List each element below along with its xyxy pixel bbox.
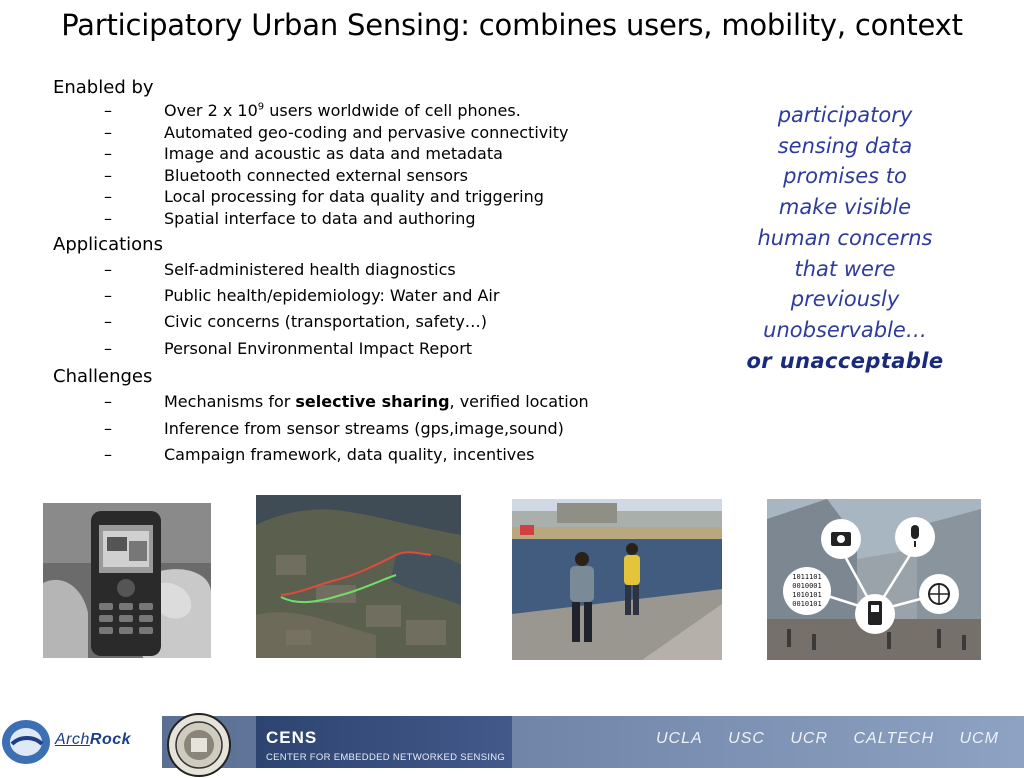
- footer-banner: [0, 712, 1024, 768]
- callout-quote: participatory sensing data promises to make visible human concerns that were previously unobservable… or unacceptable: [740, 100, 950, 376]
- slide-title: Participatory Urban Sensing: combines users, mobility, context: [61, 8, 963, 42]
- university-ucr: UCR: [790, 730, 829, 747]
- university-seal-icon: [165, 712, 233, 778]
- list-item: – Public health/epidemiology: Water and Air: [104, 285, 500, 305]
- binary-line: 1010101: [792, 591, 822, 599]
- list-item: – Self-administered health diagnostics: [104, 259, 456, 279]
- list-item: – Automated geo-coding and pervasive connectivity: [104, 122, 569, 142]
- binary-line: 0010001: [792, 582, 822, 590]
- list-item: – Image and acoustic as data and metadata: [104, 144, 503, 164]
- list-item: – Local processing for data quality and triggering: [104, 187, 544, 207]
- university-caltech: CALTECH: [853, 730, 934, 747]
- list-item: – Bluetooth connected external sensors: [104, 165, 468, 185]
- sensor-diagram-photo: [767, 499, 981, 660]
- archrock-logo-icon: [0, 712, 60, 768]
- footer-logo-area: [0, 712, 162, 768]
- quote-emphasis: or unacceptable: [746, 348, 944, 373]
- list-item: – Inference from sensor streams (gps,image,sound): [104, 418, 564, 438]
- section-heading-applications: Applications: [53, 233, 163, 255]
- aerial-map-trace-photo: [256, 495, 461, 658]
- challenges-list: [53, 389, 713, 468]
- list-item: – Personal Environmental Impact Report: [104, 338, 473, 358]
- list-item: – Spatial interface to data and authoring: [104, 208, 476, 228]
- list-item: – Mechanisms for selective sharing, verified location: [104, 392, 589, 412]
- university-list: [656, 730, 1019, 748]
- applications-list: [53, 257, 713, 363]
- phone-in-hand-photo: [43, 503, 211, 658]
- cens-subtitle: CENTER FOR EMBEDDED NETWORKED SENSING: [266, 752, 506, 763]
- enabled-by-list: [53, 100, 713, 230]
- cens-logo-text: CENS: [266, 728, 318, 747]
- university-usc: USC: [728, 730, 765, 747]
- list-item: – Civic concerns (transportation, safety…): [104, 312, 488, 332]
- archrock-logo-text: ArchRock: [55, 731, 132, 748]
- bullet-outline: [53, 76, 713, 468]
- list-item: – Over 2 x $10^9$ users worldwide of cell phones.: [104, 101, 521, 120]
- binary-line: 1011101: [792, 573, 822, 581]
- section-heading-challenges: Challenges: [53, 366, 153, 388]
- university-ucla: UCLA: [656, 730, 703, 747]
- section-heading-enabled-by: Enabled by: [53, 77, 154, 98]
- binary-line: 0010101: [792, 600, 822, 608]
- university-ucm: UCM: [959, 730, 999, 747]
- river-walk-photo: [512, 499, 722, 660]
- list-item: – Campaign framework, data quality, incentives: [104, 445, 535, 464]
